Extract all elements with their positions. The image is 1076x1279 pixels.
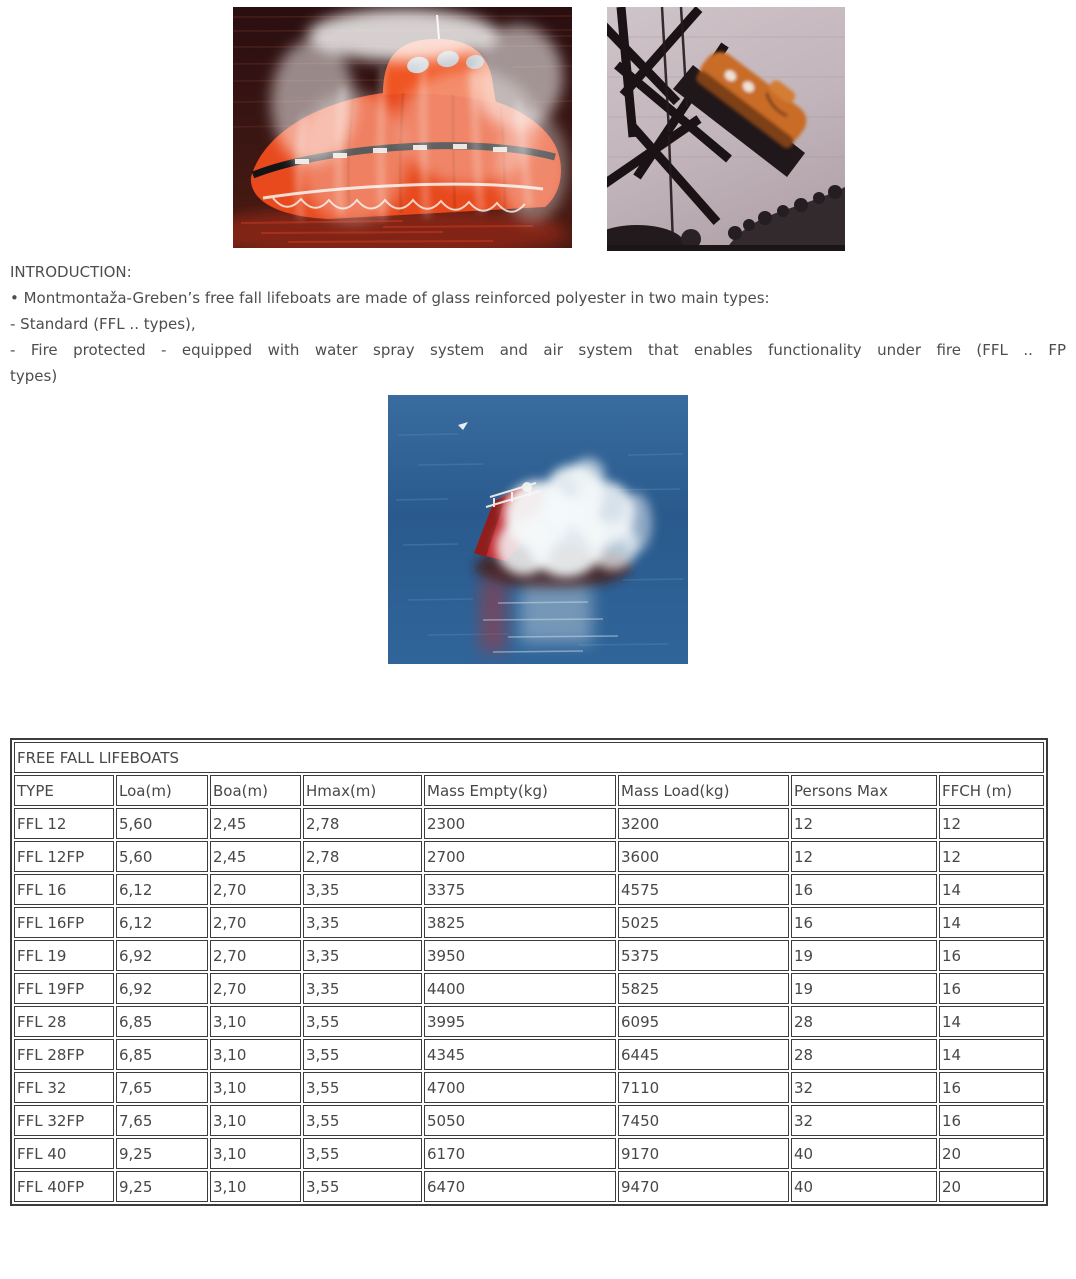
table-cell: 7,65 [116, 1072, 208, 1103]
table-cell: 3,35 [303, 940, 422, 971]
table-cell: 14 [939, 874, 1044, 905]
table-cell: 9470 [618, 1171, 789, 1202]
column-header-loa-m: Loa(m) [116, 775, 208, 806]
table-row [14, 1105, 1044, 1136]
table-cell: 9170 [618, 1138, 789, 1169]
table-row [14, 841, 1044, 872]
table-cell: 9,25 [116, 1138, 208, 1169]
table-cell: 3,10 [210, 1072, 301, 1103]
table-cell: 20 [939, 1171, 1044, 1202]
table-cell: 3,10 [210, 1105, 301, 1136]
table-row [14, 973, 1044, 1004]
table-row [14, 874, 1044, 905]
intro-fire-protected-line: - Fire protected - equipped with water spray system and air system that enables functionality under fire (FFL .. FP [10, 341, 1066, 359]
lifeboat-water-spray-photo [233, 7, 572, 248]
table-cell: 14 [939, 1006, 1044, 1037]
table-cell: 14 [939, 1039, 1044, 1070]
row-type-cell: FFL 16FP [14, 907, 114, 938]
table-cell: 28 [791, 1039, 937, 1070]
table-cell: 7,65 [116, 1105, 208, 1136]
table-cell: 3995 [424, 1006, 616, 1037]
row-type-cell: FFL 19 [14, 940, 114, 971]
table-cell: 12 [939, 808, 1044, 839]
table-cell: 2,70 [210, 907, 301, 938]
table-cell: 16 [939, 1072, 1044, 1103]
table-cell: 28 [791, 1006, 937, 1037]
column-header-mass-load-kg: Mass Load(kg) [618, 775, 789, 806]
table-cell: 3,10 [210, 1171, 301, 1202]
table-cell: 3600 [618, 841, 789, 872]
table-cell: 6445 [618, 1039, 789, 1070]
table-cell: 5825 [618, 973, 789, 1004]
table-cell: 2,78 [303, 841, 422, 872]
table-cell: 5375 [618, 940, 789, 971]
table-cell: 6,92 [116, 973, 208, 1004]
table-cell: 16 [939, 973, 1044, 1004]
table-cell: 12 [791, 808, 937, 839]
table-cell: 6,85 [116, 1039, 208, 1070]
table-cell: 7110 [618, 1072, 789, 1103]
column-header-mass-empty-kg: Mass Empty(kg) [424, 775, 616, 806]
table-cell: 3,10 [210, 1006, 301, 1037]
table-cell: 16 [791, 874, 937, 905]
table-cell: 2,78 [303, 808, 422, 839]
table-cell: 7450 [618, 1105, 789, 1136]
row-type-cell: FFL 28 [14, 1006, 114, 1037]
introduction-heading: INTRODUCTION: [10, 263, 132, 281]
table-cell: 6,85 [116, 1006, 208, 1037]
column-header-type: TYPE [14, 775, 114, 806]
row-type-cell: FFL 12FP [14, 841, 114, 872]
table-row [14, 1039, 1044, 1070]
table-cell: 2300 [424, 808, 616, 839]
column-header-ffch-m: FFCH (m) [939, 775, 1044, 806]
table-row [14, 1138, 1044, 1169]
table-cell: 3,55 [303, 1039, 422, 1070]
table-cell: 9,25 [116, 1171, 208, 1202]
table-row [14, 1072, 1044, 1103]
table-cell: 32 [791, 1072, 937, 1103]
intro-fire-protected-wrap: types) [10, 367, 58, 385]
table-cell: 12 [939, 841, 1044, 872]
table-cell: 4345 [424, 1039, 616, 1070]
table-header-row [14, 775, 1044, 806]
table-cell: 2,45 [210, 841, 301, 872]
column-header-persons-max: Persons Max [791, 775, 937, 806]
table-cell: 3,35 [303, 907, 422, 938]
table-cell: 12 [791, 841, 937, 872]
table-cell: 40 [791, 1138, 937, 1169]
table-cell: 3950 [424, 940, 616, 971]
table-cell: 19 [791, 940, 937, 971]
intro-standard-line: - Standard (FFL .. types), [10, 315, 196, 333]
table-cell: 16 [939, 940, 1044, 971]
table-row [14, 907, 1044, 938]
table-cell: 6095 [618, 1006, 789, 1037]
row-type-cell: FFL 12 [14, 808, 114, 839]
table-body [14, 808, 1044, 1202]
table-cell: 6170 [424, 1138, 616, 1169]
table-cell: 3,55 [303, 1138, 422, 1169]
table-cell: 2700 [424, 841, 616, 872]
table-cell: 2,70 [210, 973, 301, 1004]
row-type-cell: FFL 40FP [14, 1171, 114, 1202]
table-cell: 3375 [424, 874, 616, 905]
table-cell: 14 [939, 907, 1044, 938]
column-header-hmax-m: Hmax(m) [303, 775, 422, 806]
row-type-cell: FFL 32 [14, 1072, 114, 1103]
table-cell: 3,10 [210, 1138, 301, 1169]
table-cell: 3,55 [303, 1105, 422, 1136]
table-cell: 3,35 [303, 973, 422, 1004]
table-cell: 4700 [424, 1072, 616, 1103]
row-type-cell: FFL 32FP [14, 1105, 114, 1136]
table-cell: 6,92 [116, 940, 208, 971]
table-row [14, 940, 1044, 971]
free-fall-lifeboats-table [10, 738, 1048, 1206]
row-type-cell: FFL 28FP [14, 1039, 114, 1070]
column-header-boa-m: Boa(m) [210, 775, 301, 806]
table-cell: 40 [791, 1171, 937, 1202]
table-cell: 2,70 [210, 874, 301, 905]
table-cell: 16 [939, 1105, 1044, 1136]
table-cell: 20 [939, 1138, 1044, 1169]
table-cell: 19 [791, 973, 937, 1004]
table-cell: 3,55 [303, 1072, 422, 1103]
table-cell: 6,12 [116, 874, 208, 905]
lifeboat-splashdown-photo [388, 395, 688, 664]
table-row [14, 808, 1044, 839]
table-title-row [14, 742, 1044, 773]
table-title: FREE FALL LIFEBOATS [14, 742, 1044, 773]
table-cell: 3,55 [303, 1006, 422, 1037]
table-cell: 3,35 [303, 874, 422, 905]
table-cell: 2,70 [210, 940, 301, 971]
introduction-section [10, 259, 1066, 389]
table-row [14, 1006, 1044, 1037]
table-cell: 6,12 [116, 907, 208, 938]
table-cell: 3,55 [303, 1171, 422, 1202]
row-type-cell: FFL 19FP [14, 973, 114, 1004]
row-type-cell: FFL 16 [14, 874, 114, 905]
table-cell: 3,10 [210, 1039, 301, 1070]
table-cell: 2,45 [210, 808, 301, 839]
table-cell: 5,60 [116, 808, 208, 839]
lifeboat-launch-ramp-photo [607, 7, 845, 251]
table-cell: 4400 [424, 973, 616, 1004]
row-type-cell: FFL 40 [14, 1138, 114, 1169]
table-cell: 6470 [424, 1171, 616, 1202]
table-cell: 5025 [618, 907, 789, 938]
table-cell: 32 [791, 1105, 937, 1136]
table-cell: 4575 [618, 874, 789, 905]
table-cell: 16 [791, 907, 937, 938]
table-cell: 5,60 [116, 841, 208, 872]
table-row [14, 1171, 1044, 1202]
table-cell: 5050 [424, 1105, 616, 1136]
table-cell: 3200 [618, 808, 789, 839]
table-cell: 3825 [424, 907, 616, 938]
intro-types-line: • Montmontaža-Greben’s free fall lifeboats are made of glass reinforced polyester in two main types: [10, 289, 770, 307]
